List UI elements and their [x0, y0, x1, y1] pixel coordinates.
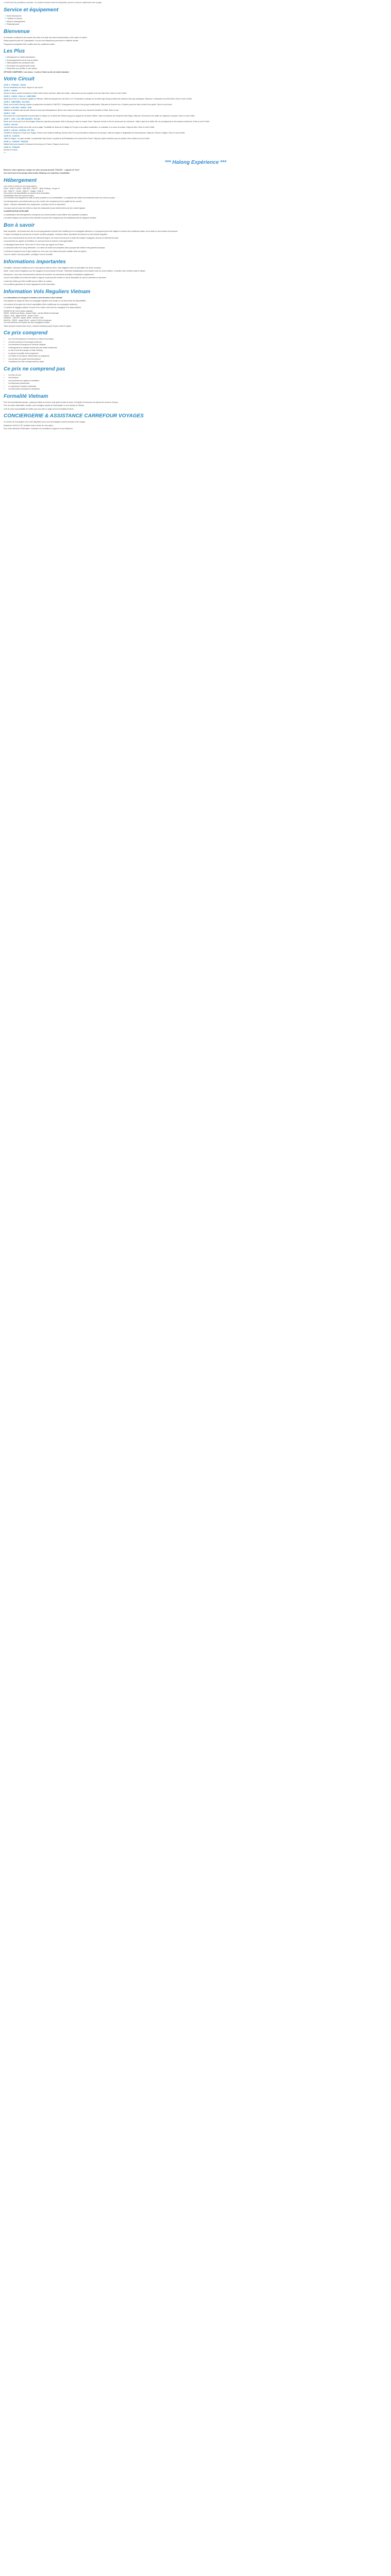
plus-item: ✓ Visites guidées des principaux sites [5, 62, 387, 64]
heb-line: Classification selon les normes locales. [4, 194, 34, 197]
info-paragraph: L'ordre des visites peut être modifié sans en altérer le contenu. [4, 280, 53, 282]
info-vols-after: Les vols intérieurs sont opérés par des compagnies locales. [4, 321, 50, 324]
prix-item: • La nuit à bord de la jonque en baie d'Halong [8, 349, 387, 352]
vol-line: DANANG - SAIGON : départ 16h30 - arrivée 17h50 [4, 317, 44, 319]
bienvenue-line: Programme susceptible d'être modifié selon les conditions locales. [4, 43, 55, 45]
day-text: Route vers Hoi An par le col des Nuages offrant de superbes panoramas. Arrêt à Danang et visite du musée Cham. Déjeuner. Arrivée à Hoi An, ancien port de commerce. Visite à pied de la vieille ville, du pont japonais et des maisons anciennes. Dîner et nuit à l'hôtel. [4, 120, 210, 123]
day-block [4, 90, 387, 94]
day-text: Route vers la baie d'Halong, classée au patrimoine mondial de l'UNESCO. Embarquement à bord d'une jonque traditionnelle. Déjeuner de fruits de mer. Croisière parmi les îlots et visite d'une grotte. Dîner et nuit à bord. [4, 103, 173, 106]
prix-item: • L'assistance de notre correspondant sur place [8, 361, 387, 363]
service-list [4, 15, 387, 26]
prix-comprend-title: Ce prix comprend [4, 330, 48, 336]
day-text: Matinée de croisière dans la baie. Brunch à bord puis débarquement. Retour vers Hanoi et envol pour Hue. Accueil et transfert à l'hôtel. Dîner et nuit. [4, 109, 119, 111]
halong-banner-sub: Réservez votre expérience unique sur votre nouveau produit "ZVALEA" - Légende de Terre" [4, 168, 80, 171]
classification-line: La classification des hébergements correspond aux normes locales et peut différer des standards européens. [4, 213, 88, 216]
day-heading: JOUR 2 : HANOI [4, 90, 18, 92]
conciergerie-paragraph: Assistance 24h/24 et 7j/7 pendant toute la durée de votre séjour. [4, 424, 54, 427]
day-block [4, 124, 387, 128]
info-paragraph: Les prix sont établis sur la base des tarifs en vigueur et peuvent être révisés en cas de fluctuation du coût du carburant ou des taxes. [4, 277, 107, 279]
day-text: Départ pour Hoa Lu, ancienne capitale du Vietnam. Visite des temples des rois Dinh et Le. Promenade en barque sur la rivière Ngo Dong au milieu des rizières et des pics karstiques. Déjeuner. Continuation vers Ninh Binh. Dîner et nuit à l'hôtel. [4, 97, 192, 100]
day-heading: JOUR 8 : HOI AN [4, 124, 18, 126]
bienvenue-line: Un itinéraire combinant la découverte des villes et la visite des sites incontournables, entre nature et culture. [4, 36, 88, 39]
day-text: Matinée libre puis transfert à l'aéroport et envol pour la France. Repas et nuit à bord. [4, 143, 69, 145]
formalite-title: Formalité Vietnam [4, 393, 48, 399]
day-heading: JOUR 6 : HUE [4, 112, 15, 114]
prix-comprend-list [4, 338, 387, 363]
day-block [4, 95, 387, 100]
day-heading: JOUR 9 : HOI AN - SAIGON - MY THO [4, 129, 35, 131]
heb-line: LES HÔTELS PRÉVUS (OU SIMILAIRES) : [4, 185, 38, 188]
noprix-item: • Les assurances annulation et assistance [8, 388, 387, 391]
vol-line: HANOI - HUE : départ 09h00 - arrivée 10h10 [4, 314, 39, 317]
bon-paragraph: Les pourboires aux guides et chauffeurs ne sont pas inclus et restent à votre appréciation. [4, 240, 74, 242]
bienvenue-title: Bienvenue [4, 28, 30, 35]
day-heading: JOUR 11 : SAIGON - FRANCE [4, 141, 28, 143]
classification-line: Les hôtels indiqués sont donnés à titre indicatif et peuvent être remplacés par des établissements de catégorie similaire. [4, 217, 97, 219]
service-title: Service et équipement [4, 7, 59, 13]
day-text: Arrivée en France. [4, 148, 18, 151]
noprix-item: • Les dépenses personnelles [8, 382, 387, 385]
info-vols-paragraph: Le nombre de bagages autorisé en soute et en cabine varie selon la compagnie et la classe tarifaire. [4, 307, 82, 309]
info-paragraph: Assurances : nous vous recommandons vivement de souscrire une assurance annulation et assistance rapatriement. [4, 273, 94, 276]
heb-paragraph: Option : chambre individuelle avec supplément, à préciser lors de la réservation. [4, 204, 66, 206]
heb-line: Sous réserve de disponibilités au moment de la réservation. [4, 192, 50, 194]
prix-item: • Les services d'un guide local francophone [8, 358, 387, 361]
itinerary-title: Votre Circuit [4, 76, 35, 82]
day-text: Arrivée à Hanoi, accueil et transfert à l'hôtel. Selon l'heure d'arrivée, début des visites : découverte du vieux quartier et du lac Hoan Kiem. Dîner et nuit à l'hôtel. [4, 92, 127, 94]
heb-paragraph: Les repas sont pris dans les hôtels ou dans des restaurants locaux sélectionnés pour leur cuisine typique. [4, 207, 86, 209]
halong-note: Une nuit à bord d'une jonque dans la baie d'Halong, une expérience inoubliable. [4, 172, 70, 174]
vol-line: SAIGON - PARIS : départ 22h45 - arrivée 07h00 le lendemain [4, 319, 52, 321]
day-block [4, 135, 387, 140]
conciergerie-title: CONCIERGERIE & ASSISTANCE CARREFOUR VOYAGES [4, 413, 144, 419]
bon-paragraph: L'eau du robinet n'est pas potable : privilégiez l'eau en bouteille. [4, 253, 53, 256]
day-heading: JOUR 3 : HANOI - HOA LU - NINH BINH [4, 95, 36, 97]
plus-item: ✓ Accompagnement tout au long du séjour [5, 59, 387, 62]
info-vols-paragraph: Vols réguliers au départ de Paris sur compagnie régulière avec escale ou vol direct selon les disponibilités. [4, 300, 87, 302]
noprix-item: • Les frais de visa [8, 374, 387, 377]
prix-item: • Les visites et excursions mentionnées au programme [8, 355, 387, 358]
halong-banner: *** Halong Expérience *** [165, 159, 226, 165]
day-block [4, 84, 387, 89]
bon-paragraph: Le séjour est adapté aux personnes en bonne condition physique. Certaines visites nécessitent de marcher sur des terrains irréguliers. [4, 233, 108, 235]
itinerary-days [4, 84, 387, 151]
info-title: Informations importantes [4, 259, 66, 265]
bon-paragraph: Nous vous recommandons de prévoir des vêtements légers, une tenue correcte pour la visite des temples et pagodes, ainsi qu'un vêtement de pluie. [4, 236, 119, 239]
day-heading: JOUR 7 : HUE - COL DES NUAGES - HOI AN [4, 118, 40, 120]
prix-item: • Les taxes aéroport et surcharges carburant [8, 341, 387, 344]
day-heading: JOUR 10 : SAIGON [4, 135, 20, 137]
day-block [4, 118, 387, 123]
noprix-item: • Les pourboires aux guides et chauffeurs [8, 380, 387, 382]
info-vols-paragraph: Les horaires et les plans de vol sont susceptibles d'être modifiés par les compagnies aériennes. [4, 303, 78, 306]
conciergerie-paragraph: Pour toute demande d'information, contactez nos conseillers en agence ou par téléphone. [4, 428, 73, 430]
day-heading: JOUR 12 : FRANCE [4, 146, 20, 148]
day-text: Découverte de la cité impériale et promenade en bateau sur la rivière des Parfums jusqu'à la pagode de la Dame Céleste. Visite du tombeau de l'empereur Minh Mang. Déjeuner. Découverte d'un atelier de chapeaux coniques. Dîner et nuit à l'hôtel. [4, 114, 196, 117]
noprix-item: • Le supplément chambre individuelle [8, 385, 387, 388]
day-block [4, 112, 387, 117]
hebergement-title: Hébergement [4, 177, 37, 183]
day-block [4, 146, 387, 151]
formalite-paragraph: Pour les autres nationalités, veuillez vous renseigner auprès de l'ambassade ou du consulat du Vietnam. [4, 404, 85, 406]
info-vols-after: Taxes aéroport incluses dans le prix, montant révisable jusqu'à 30 jours avant le départ. [4, 325, 72, 327]
heb-paragraph: Les chambres sont équipées de salle de bains privative et de la climatisation. La catégorie des hôtels est mentionnée selon les normes du pays. [4, 197, 116, 199]
day-heading: JOUR 1 : FRANCE - HANOI [4, 84, 26, 86]
bienvenue-line: Départ garanti à partir de 2 participants. Les prix sont indiqués par personne en chambre double. [4, 40, 79, 42]
day-text: Journée libre pour profiter de la ville ou de la plage. Possibilité de découvrir le village de Tra Que et sa culture maraîchère, ou d'assister à un cours de cuisine. Déjeuner libre. Dîner et nuit à l'hôtel. [4, 126, 155, 128]
conciergerie-paragraph: Un service de conciergerie est à votre disposition pour vous accompagner avant et pendant votre voyage. [4, 421, 86, 423]
page [0, 0, 391, 430]
prix-ne-comprend-pas-list [4, 374, 387, 391]
options-line: OPTIONS COMPRISES / non inclus : 2 nuits à l'hôtel au lieu de chalet standard. [4, 71, 70, 73]
service-item: ✓ Hôtels et hébergements [5, 21, 387, 23]
service-item: ✓ Transfert en autocar [5, 18, 387, 20]
prix-item: • La pension complète selon programme [8, 352, 387, 355]
day-heading: JOUR 5 : HALONG - HANOI - HUE [4, 107, 32, 109]
bon-a-savoir-title: Bon à savoir [4, 222, 35, 228]
prix-item: • L'hébergement en chambre double dans les hôtels mentionnés [8, 347, 387, 349]
bon-paragraph: Le décalage horaire est de +5h en été et +6h en hiver par rapport à la France. [4, 243, 64, 246]
day-block [4, 101, 387, 106]
plus-item: ✓ Découverte de la gastronomie locale [5, 65, 387, 67]
classification-title: CLASSIFICATION HOTELIERE [4, 210, 29, 212]
day-block [4, 107, 387, 111]
heb-line: Hue : Hôtel 3* - Hoi An : Hôtel 3* - Saigon : Hôtel 3* [4, 190, 44, 192]
day-text: Visite de Saigon : la poste centrale, la cathédrale Notre-Dame, le palais de la Réunification et le marché Ben Thanh. Déjeuner. Après-midi libre pour les achats. Dîner d'adieu et nuit à l'hôtel. [4, 137, 150, 140]
formalite-paragraph: Pour les ressortissants français : passeport valide au moins 6 mois après la date de retour. Exemption de visa pour les séjours de moins de 45 jours. [4, 401, 119, 403]
prix-item: • Les vols internationaux et intérieurs en classe économique [8, 338, 387, 341]
intro-text: Ce tarif inclut les prestations suivantes. Un nombre de places limité est disponible, pensez à réserver rapidement votre voyage. [4, 2, 102, 4]
prix-ne-comprend-pas-title: Ce prix ne comprend pas [4, 366, 66, 372]
plus-list [4, 56, 387, 70]
service-item: ✓ Guide francophone [5, 15, 387, 18]
heb-paragraph: Les hébergements sont sélectionnés pour leur confort, leur emplacement et la qualité de leur accueil. [4, 200, 82, 202]
plus-title: Les Plus [4, 48, 25, 54]
plus-item: ✓ Temps libre pour profiter à votre rythme [5, 67, 387, 70]
vol-line: PARIS - HANOI (vol direct) : départ 13h40 - arrivée 06h45 le lendemain [4, 312, 59, 314]
day-block [4, 141, 387, 145]
bon-paragraph: La monnaie locale est le dong vietnamien. Les cartes de crédit sont acceptées dans la plupart des hôtels et des grandes boutiques. [4, 247, 106, 249]
info-paragraph: Les conditions générales de vente s'appliquent à toute réservation. [4, 283, 56, 285]
bon-paragraph: Note importante : les horaires des vols ne sont pas garantis et peuvent être modifiés par les compagnies aériennes. Le programme peut être adapté en fonction des conditions locales, de la météo ou des horaires de transport. [4, 230, 178, 232]
plus-item: ✓ Hébergement en hôtels sélectionnés [5, 56, 387, 59]
bon-paragraph: Le climat est tropical au sud et plus tempéré au nord, avec une saison des pluies variable selon les régions. [4, 250, 87, 252]
service-item: ✓ Petits-déjeuners [5, 23, 387, 26]
day-block [4, 129, 387, 134]
vol-line: EXEMPLE DE VOLS (à titre indicatif) : [4, 310, 34, 312]
info-vols-title: Information Vols Reguliers Vietnam [4, 289, 91, 295]
noprix-item: • Les boissons [8, 377, 387, 379]
day-text: Envol à destination de Hanoi. Repas et nuit à bord. [4, 86, 43, 89]
separator: *** [4, 152, 6, 154]
info-paragraph: Santé : aucun vaccin obligatoire pour les voyageurs en provenance d'Europe. Traitement antipaludique recommandé selon les zones visitées. Consultez votre médecin avant le départ. [4, 270, 146, 272]
heb-line: Hanoi : Hôtel 3* centre - Ninh Binh : Hôtel 3* - Baie d'Halong : Jonque 3* [4, 188, 60, 190]
formalite-paragraph: Il est de votre responsabilité de vérifier que vous êtes en règle avec les formalités d'entrée. [4, 408, 74, 410]
info-paragraph: Formalités : passeport valable plus de 6 mois après la date de retour. Visa obligatoire selon la nationalité et la durée du séjour. [4, 266, 102, 269]
day-text: Transfert à l'aéroport et envol pour Saigon. Route vers le delta du Mékong. Arrivée à My Tho et promenade en bateau sur les arroyos, visite de vergers et dégustation de fruits tropicaux. Déjeuner. Retour à Saigon. Dîner et nuit à l'hôtel. [4, 131, 185, 134]
prix-item: • Les transferts et transports en véhicule climatisé [8, 344, 387, 346]
info-vols-paragraph: Les informations de transport et horaires sont données à titre indicatif. [4, 296, 63, 299]
day-heading: JOUR 4 : NINH BINH - HALONG [4, 101, 30, 103]
